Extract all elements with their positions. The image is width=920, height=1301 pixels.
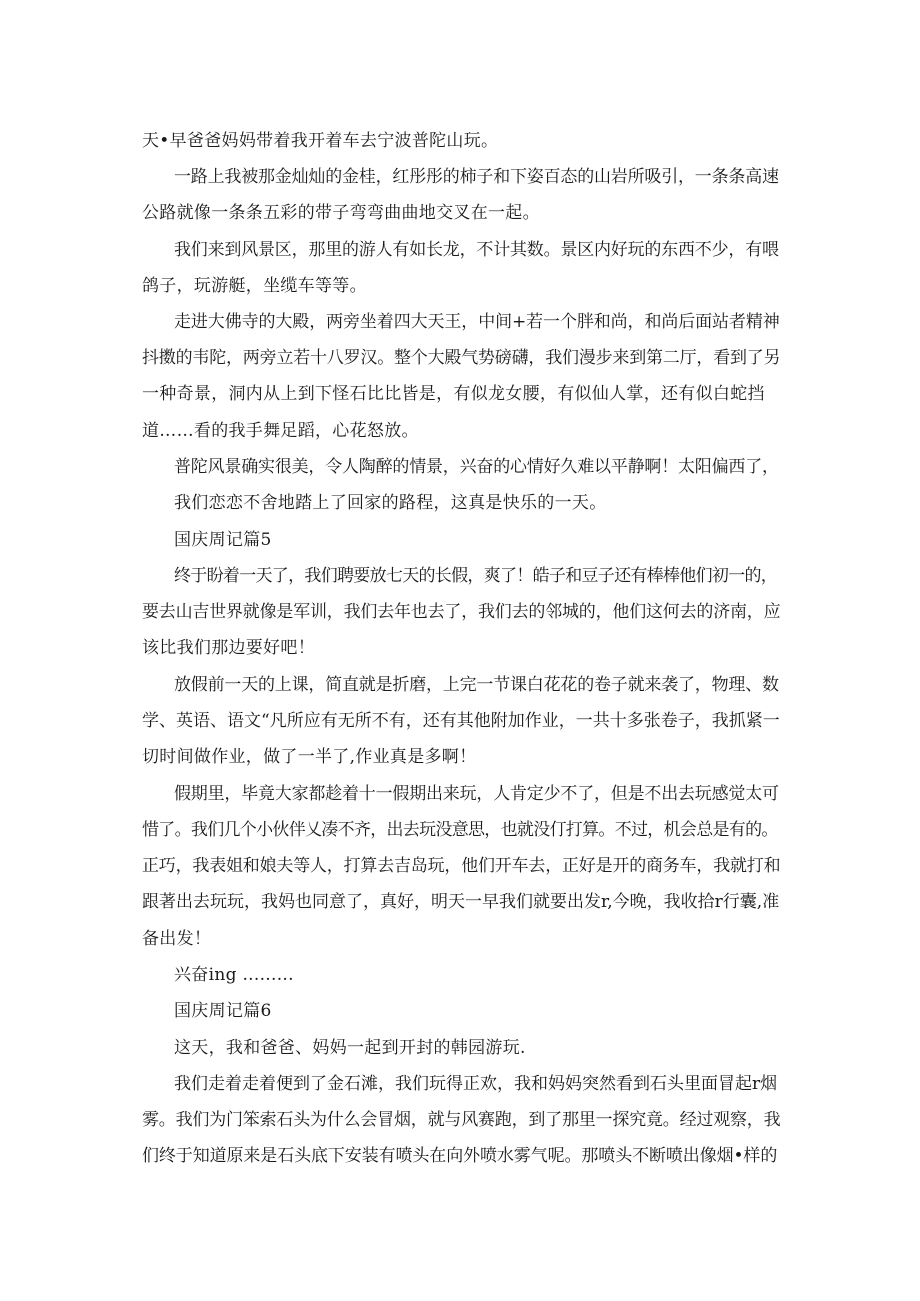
text-line: 我们恋恋不舍地踏上了回家的路程，这真是快乐的一天。 <box>174 493 607 513</box>
text-line: 这天，我和爸爸、妈妈一起到开封的韩园游玩. <box>174 1038 526 1058</box>
text-line: 正巧，我表姐和娘夫等人，打算去吉岛玩，他们开车去，正好是开的商务车，我就打和 <box>142 856 781 876</box>
text-line: 放假前一天的上课，简直就是折磨，上完一节课白花花的卷子就来袭了，物理、数 <box>174 675 779 695</box>
text-line: 们终于知道原来是石头底下安装有喷头在向外喷水雾气呢。那喷头不断喷出像烟•样的 <box>142 1146 778 1166</box>
text-line: 切时间做作业，做了一半了,作业真是多啊！ <box>142 747 477 767</box>
text-line: 兴奋ing ......... <box>174 965 294 985</box>
text-line: 普陀风景确实很美，令人陶醉的情景，兴奋的心情好久难以平静啊！太阳偏西了， <box>174 457 779 477</box>
text-line: 要去山吉世界就像是军训，我们去年也去了，我们去的邻城的，他们这何去的济南，应 <box>142 602 781 622</box>
text-line: 公路就像一条条五彩的带子弯弯曲曲地交叉在一起。 <box>142 203 540 223</box>
text-line: 学、英语、语文“凡所应有无所不有，还有其他附加作业，一共十多张卷子，我抓紧一 <box>142 711 780 731</box>
text-line: 我们来到风景区，那里的游人有如长龙，不计其数。景区内好玩的东西不少，有喂 <box>174 240 779 260</box>
text-line: 雾。我们为门笨索石头为什么会冒烟，就与风赛跑，到了那里一探究竟。经过观察，我 <box>142 1110 781 1130</box>
text-line: 走进大佛寺的大殿，两旁坐着四大天王，中间+若一个胖和尚，和尚后面站者精神 <box>174 312 780 332</box>
section-heading: 国庆周记篇5 <box>174 530 272 550</box>
text-line: 抖擞的韦陀，两旁立若十八罗汉。整个大殿气势磅礴，我们漫步来到第二厅，看到了另 <box>142 348 781 368</box>
section-heading: 国庆周记篇6 <box>174 1001 272 1021</box>
text-line: 我们走着走着便到了金石滩，我们玩得正欢，我和妈妈突然看到石头里面冒起r烟 <box>174 1074 778 1094</box>
text-line: 鸽子，玩游艇，坐缆车等等。 <box>142 276 367 296</box>
text-line: 一种奇景，洞内从上到下怪石比比皆是，有似龙女腰，有似仙人掌，还有似白蛇挡 <box>142 384 765 404</box>
text-line: 该比我们那边要好吧！ <box>142 638 315 658</box>
text-line: 跟著出去玩玩，我妈也同意了，真好，明天一早我们就要出发r,今晚，我收拾r行囊,准 <box>142 892 780 912</box>
text-line: 备出发！ <box>142 929 212 949</box>
text-line: 惜了。我们几个小伙伴乂凑不齐，出去玩没意思，也就没仃打算。不过，机会总是有的。 <box>142 820 778 840</box>
text-line: 终于盼着一天了，我们聘要放七天的长假，爽了！皓子和豆子还有棒棒他们初一的， <box>174 566 778 586</box>
text-line: 天•早爸爸妈妈带着我开着车去宁波普陀山玩。 <box>142 131 499 151</box>
text-line: 假期里，毕竟大家都趁着十一假期出来玩，人肯定少不了，但是不出去玩感觉太可 <box>174 784 779 804</box>
text-line: 道……看的我手舞足蹈，心花怒放。 <box>142 421 419 441</box>
text-line: 一路上我被那金灿灿的金桂，红彤彤的柿子和下姿百态的山岩所吸引，一条条高速 <box>174 167 779 187</box>
